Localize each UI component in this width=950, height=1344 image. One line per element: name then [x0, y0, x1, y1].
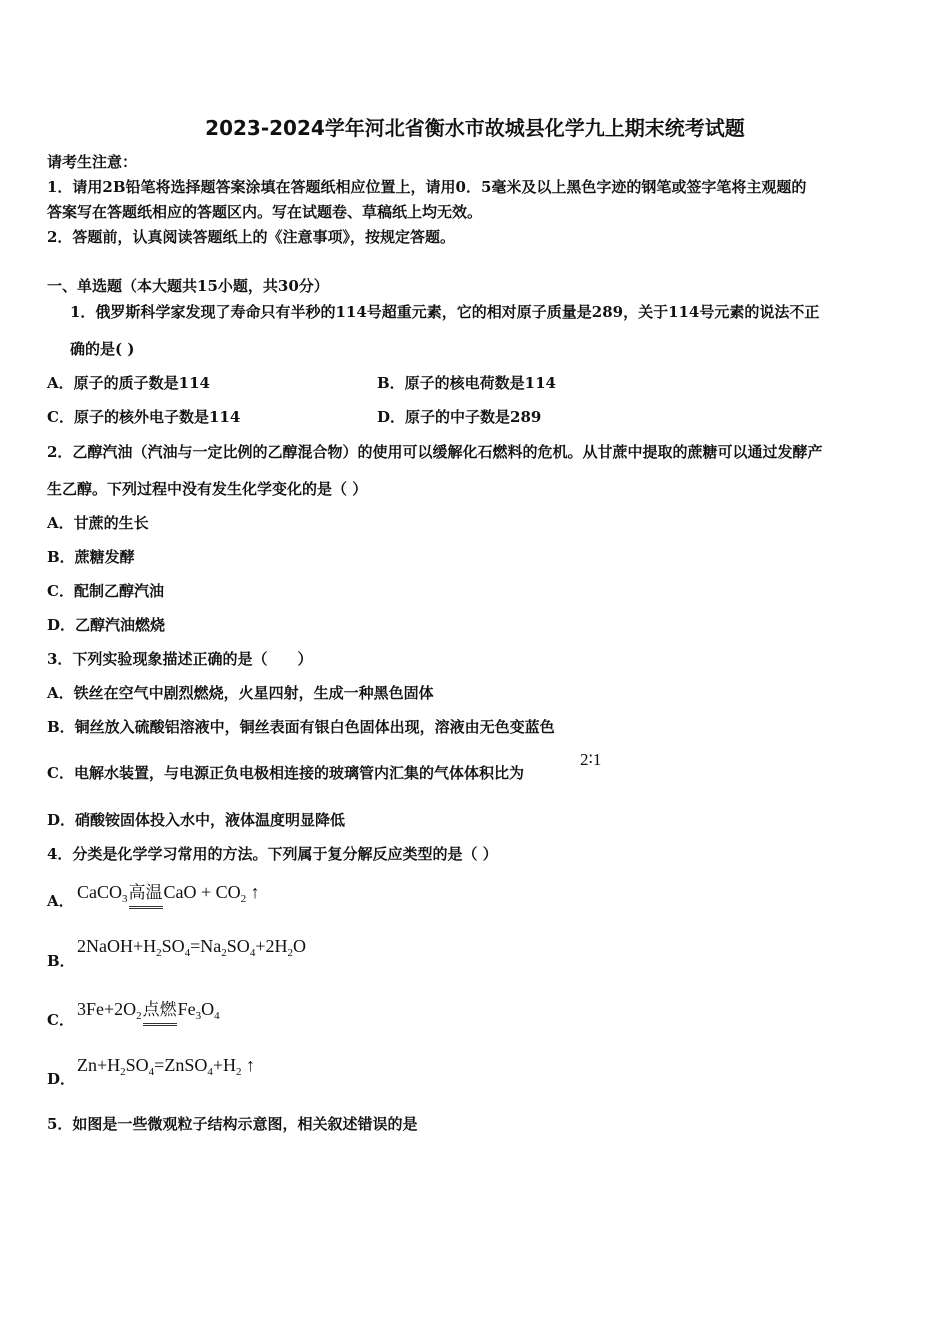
- notice-item-1-line-2: 答案写在答题纸相应的答题区内。写在试题卷、草稿纸上均无效。: [47, 203, 483, 221]
- question-4-formula-d: [77, 1055, 255, 1078]
- question-3-option-b: B．铜丝放入硫酸铝溶液中，铜丝表面有银白色固体出现，溶液由无色变蓝色: [47, 718, 555, 736]
- notice-item-1-line-1: 1．请用2B铅笔将选择题答案涂填在答题纸相应位置上，请用0．5毫米及以上黑色字迹的钢笔或签字笔将主观题的: [47, 178, 807, 196]
- reaction-condition: 点燃: [143, 995, 177, 1026]
- formula-subscript: 2: [120, 1066, 126, 1078]
- formula-text: =ZnSO: [154, 1055, 208, 1075]
- question-1-option-a: A．原子的质子数是114: [47, 374, 210, 392]
- formula-subscript: 2: [221, 947, 227, 959]
- question-4-label-c: C．: [47, 1011, 74, 1029]
- formula-subscript: 2: [287, 947, 293, 959]
- formula-subscript: 2: [240, 893, 247, 905]
- question-3-ratio: 2∶1: [580, 750, 602, 769]
- formula-text: +2H: [255, 936, 288, 956]
- formula-subscript: 4: [214, 1010, 220, 1022]
- formula-subscript: 3: [195, 1010, 202, 1022]
- formula-text: 3Fe+2O: [77, 999, 137, 1019]
- question-2-stem-line-2: 生乙醇。下列过程中没有发生化学变化的是（ ）: [47, 480, 368, 498]
- formula-text: Zn+H: [77, 1055, 121, 1075]
- formula-subscript: 2: [156, 947, 162, 959]
- gas-arrow: ↑: [245, 1055, 255, 1075]
- formula-subscript: 2: [235, 1066, 242, 1078]
- question-3-option-a: A．铁丝在空气中剧烈燃烧，火星四射，生成一种黑色固体: [47, 684, 434, 702]
- notice-item-2: 2．答题前，认真阅读答题纸上的《注意事项》，按规定答题。: [47, 228, 455, 246]
- formula-text: SO: [161, 936, 185, 956]
- question-2-stem-line-1: 2．乙醇汽油（汽油与一定比例的乙醇混合物）的使用可以缓解化石燃料的危机。从甘蔗中提取的蔗糖可以通过发酵产: [47, 443, 823, 461]
- question-1-stem-line-1: 1．俄罗斯科学家发现了寿命只有半秒的114号超重元素，它的相对原子质量是289，关于114号元素的说法不正: [70, 303, 820, 321]
- question-2-option-a: A．甘蔗的生长: [47, 514, 149, 532]
- formula-text: SO: [226, 936, 250, 956]
- formula-text: SO: [125, 1055, 149, 1075]
- page-title: 2023-2024学年河北省衡水市故城县化学九上期末统考试题: [205, 116, 745, 140]
- formula-text: 2NaOH+H: [77, 936, 157, 956]
- section-heading: 一、单选题（本大题共15小题，共30分）: [47, 277, 329, 295]
- question-4-label-b: B．: [47, 952, 75, 970]
- question-1-stem-line-2: 确的是( ): [70, 340, 135, 358]
- formula-text: +H: [212, 1055, 236, 1075]
- question-3-stem: 3．下列实验现象描述正确的是（ ）: [47, 650, 313, 668]
- formula-text: Fe: [177, 999, 196, 1019]
- formula-text: =Na: [190, 936, 222, 956]
- question-4-formula-c: [77, 995, 220, 1026]
- question-4-label-a: A．: [47, 892, 74, 910]
- formula-text: CaCO: [77, 882, 122, 902]
- reaction-condition: 高温: [129, 878, 163, 909]
- question-1-option-c: C．原子的核外电子数是114: [47, 408, 241, 426]
- question-4-formula-b: [77, 936, 306, 959]
- formula-text: O: [201, 999, 215, 1019]
- formula-subscript: 4: [184, 947, 191, 959]
- formula-text: CaO + CO: [163, 882, 241, 902]
- formula-subscript: 4: [148, 1066, 155, 1078]
- question-4-label-d: D．: [47, 1070, 76, 1088]
- question-1-option-b: B．原子的核电荷数是114: [377, 374, 556, 392]
- question-2-option-c: C．配制乙醇汽油: [47, 582, 164, 600]
- formula-subscript: 2: [136, 1010, 142, 1022]
- question-2-option-d: D．乙醇汽油燃烧: [47, 616, 166, 634]
- gas-arrow: ↑: [250, 882, 260, 902]
- formula-subscript: 4: [207, 1066, 213, 1078]
- formula-subscript: 3: [122, 893, 128, 905]
- question-5-stem: 5．如图是一些微观粒子结构示意图，相关叙述错误的是: [47, 1115, 418, 1133]
- question-4-stem: 4．分类是化学学习常用的方法。下列属于复分解反应类型的是（ ）: [47, 845, 498, 863]
- question-3-option-d: D．硝酸铵固体投入水中，液体温度明显降低: [47, 811, 346, 829]
- notice-heading: 请考生注意：: [47, 153, 138, 171]
- question-3-option-c: C．电解水装置，与电源正负电极相连接的玻璃管内汇集的气体体积比为: [47, 764, 524, 782]
- question-2-option-b: B．蔗糖发酵: [47, 548, 135, 566]
- formula-subscript: 4: [249, 947, 256, 959]
- question-1-option-d: D．原子的中子数是289: [377, 408, 542, 426]
- formula-text: O: [292, 936, 306, 956]
- question-4-formula-a: [77, 878, 260, 909]
